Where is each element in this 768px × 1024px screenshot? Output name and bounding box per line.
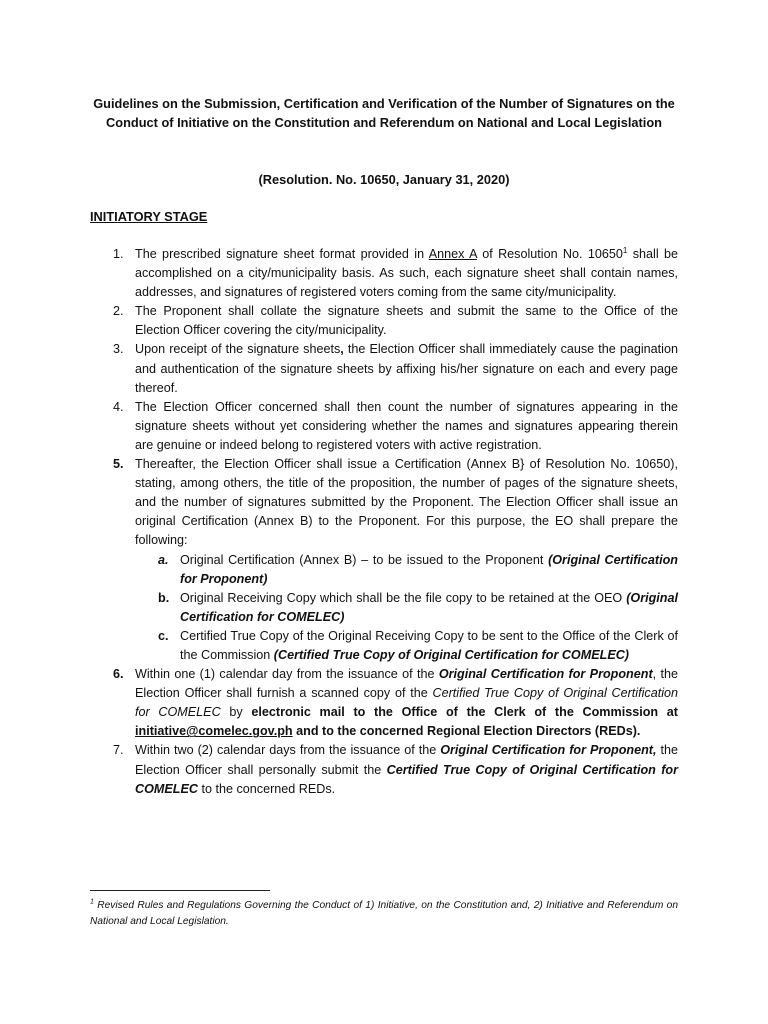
list-item <box>90 245 678 302</box>
item-text: The Proponent shall collate the signature sheets and submit the same to the Office of the Election Officer covering the city/municipality. <box>135 304 678 338</box>
footnote-text: Revised Rules and Regulations Governing the Conduct of 1) Initiative, on the Constitution and, 2) Initiative and Referendum on National and Local Legislation. <box>90 900 678 927</box>
list-item <box>90 398 678 455</box>
sub-item <box>90 627 678 665</box>
item-text: by <box>220 705 252 720</box>
item-text: Within two (2) calendar days from the issuance of the <box>135 743 441 758</box>
sub-item-letter: c. <box>158 628 169 643</box>
item-text: the Election Officer shall immediately cause the pagination and authentication of the signature sheets by affixing his/her signature on each and every page thereof. <box>135 342 678 395</box>
item-text: the Election Officer shall personally submit the <box>135 743 678 777</box>
sub-item-letter: b. <box>158 590 170 605</box>
list-item <box>90 741 678 798</box>
annex-a-reference: Annex A <box>428 247 477 261</box>
item-emphasis: Certified True Copy of Original Certification for COMELEC <box>135 686 678 720</box>
item-emphasis: Original Certification for Proponent, <box>440 743 657 758</box>
sub-item <box>90 551 678 589</box>
item-emphasis: electronic mail to the Office of the Clerk of the Commission at <box>251 705 678 720</box>
sub-item-letter: a. <box>158 552 169 567</box>
item-text: , the Election Officer shall furnish a scanned copy of the <box>135 667 678 701</box>
footnote-marker: 1 <box>622 245 628 255</box>
item-number: 2. <box>113 304 124 319</box>
footnote-number: 1 <box>90 898 94 906</box>
item-emphasis: and to the concerned Regional Election Directors (REDs). <box>292 724 641 739</box>
list-item <box>90 302 678 340</box>
sub-item-text: Original Receiving Copy which shall be the file copy to be retained at the OEO <box>180 590 627 605</box>
item-text: Thereafter, the Election Officer shall issue a Certification (Annex B} of Resolution No. 10650), stating, among others, the title of the proposition, the number of pages of the signature sheets, and the number of signatures submitted by the Proponent. The Election Officer shall issue an original Certification (Annex B) to the Proponent. For this purpose, the EO shall prepare the following: <box>135 457 678 548</box>
item-number: 4. <box>113 399 124 414</box>
item-number: 3. <box>113 342 124 357</box>
list-item <box>90 340 678 397</box>
guidelines-list <box>90 245 678 799</box>
sub-item-emphasis: (Original Certification for Proponent) <box>180 552 679 586</box>
item-number: 6. <box>113 667 124 682</box>
sub-item-text: Certified True Copy of the Original Receiving Copy to be sent to the Office of the Clerk of the Commission <box>180 628 678 662</box>
item-text: The prescribed signature sheet format provided in <box>135 247 429 261</box>
item-number: 5. <box>113 457 124 472</box>
document-title: Guidelines on the Submission, Certification and Verification of the Number of Signatures on the Conduct of Initiative on the Constitution and Referendum on National and Local Legislation <box>93 96 675 130</box>
item-text: The Election Officer concerned shall then count the number of signatures appearing in the signature sheets without yet considering whether the names and signatures appearing therein are genuine or indeed belong to registered voters with active registration. <box>135 399 678 452</box>
item-text: of Resolution No. 10650 <box>476 247 623 261</box>
item-text: , <box>340 342 344 357</box>
footnote <box>90 898 678 930</box>
item-text: shall be accomplished on a city/municipality basis. As such, each signature sheet shall contain names, addresses, and signatures of registered voters coming from the same city/municipality. <box>135 247 679 300</box>
sub-item-emphasis: (Original Certification for COMELEC) <box>180 590 678 624</box>
sub-item-emphasis: (Certified True Copy of Original Certification for COMELEC) <box>273 647 630 662</box>
item-text: to the concerned REDs. <box>197 781 336 796</box>
item-number: 1. <box>113 247 124 261</box>
section-heading: INITIATORY STAGE <box>90 209 208 224</box>
sub-item-text: Original Certification (Annex B) – to be issued to the Proponent <box>180 552 549 567</box>
sub-item <box>90 589 678 627</box>
item-text: Within one (1) calendar day from the issuance of the <box>135 667 439 682</box>
item-number: 7. <box>113 743 124 758</box>
footnote-separator <box>90 890 270 891</box>
item-emphasis: Certified True Copy of Original Certification for COMELEC <box>135 762 679 796</box>
item-emphasis: Original Certification for Proponent <box>438 667 653 682</box>
item-text: Upon receipt of the signature sheets <box>135 342 341 357</box>
email-link[interactable]: initiative@comelec.gov.ph <box>135 724 293 739</box>
list-item <box>90 665 678 741</box>
resolution-reference: (Resolution. No. 10650, January 31, 2020) <box>258 172 510 187</box>
list-item <box>90 455 678 550</box>
